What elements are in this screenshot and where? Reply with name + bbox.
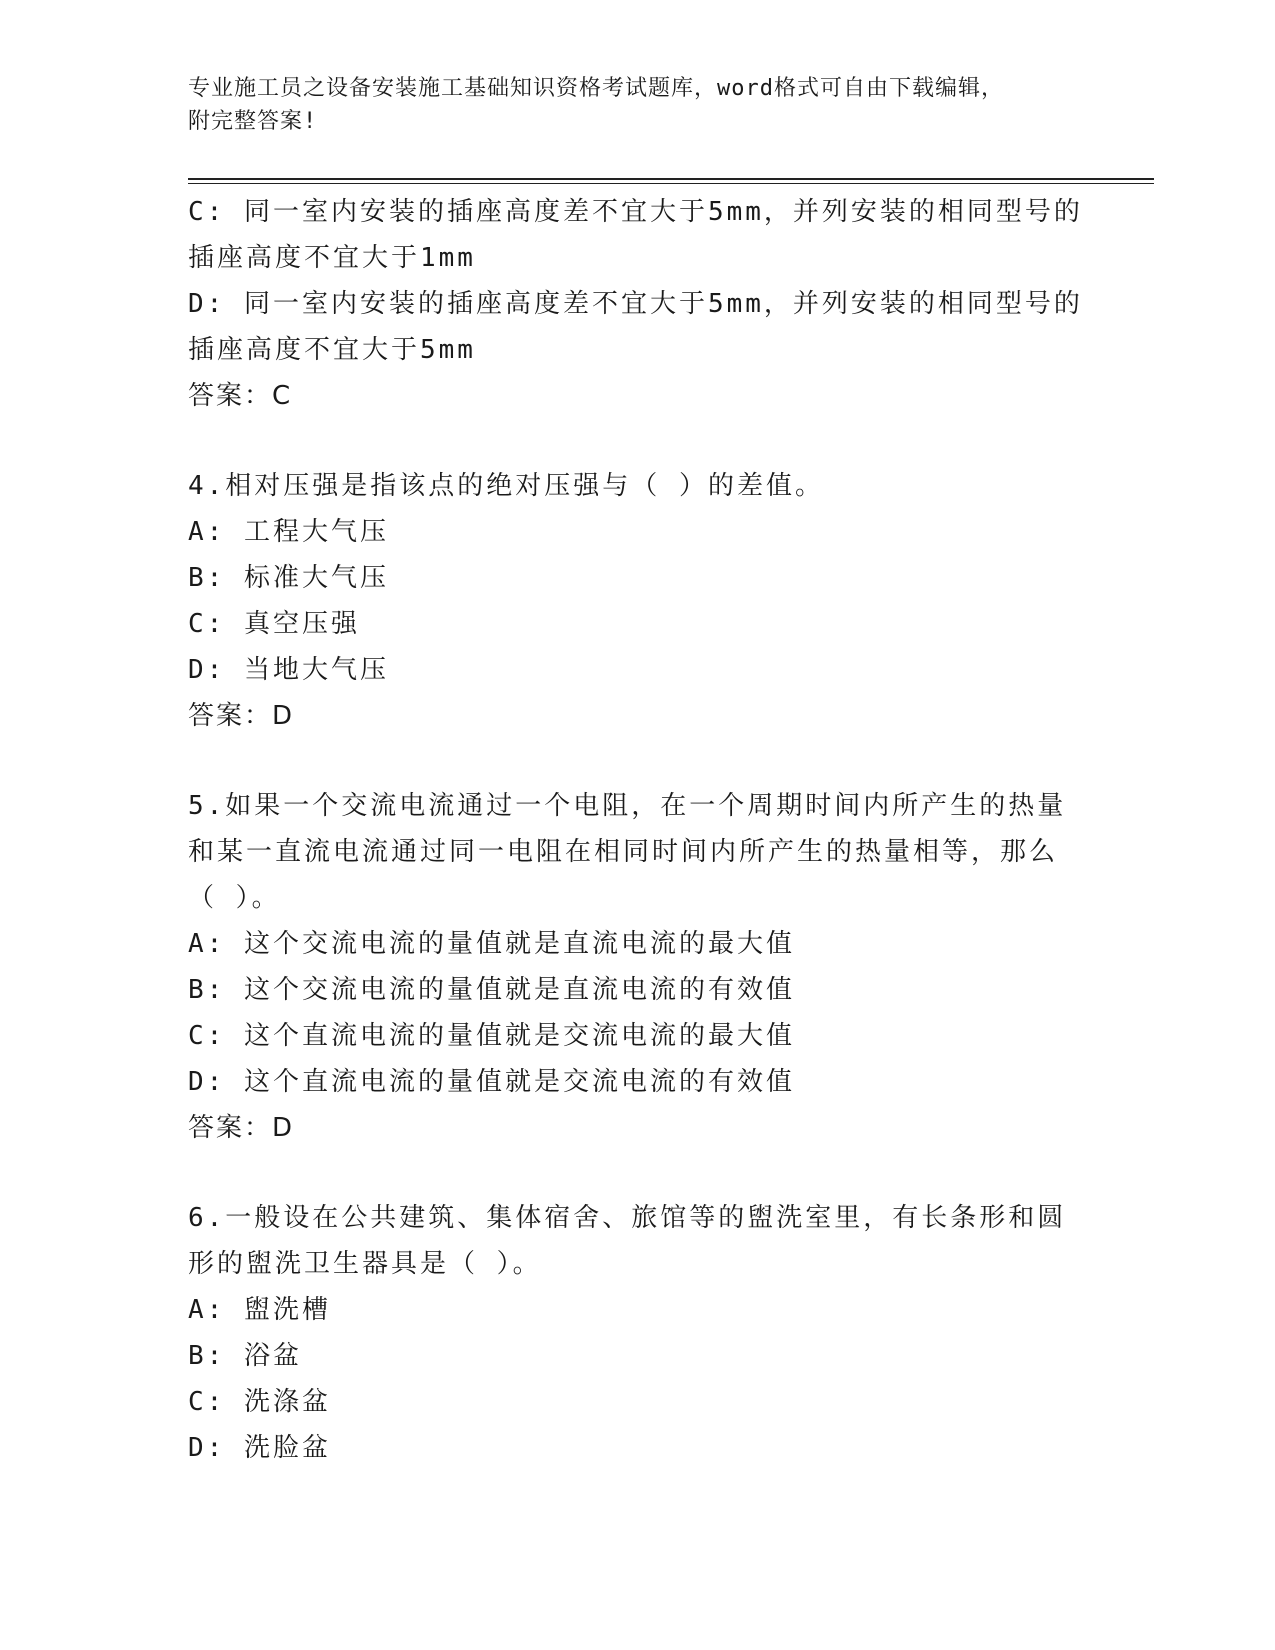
option-c: C: 洗涤盆 [188,1387,331,1417]
question-4 [188,463,1088,739]
question-3-continued [188,189,1088,419]
header-line-1: 专业施工员之设备安装施工基础知识资格考试题库，word格式可自由下载编辑， [188,76,1004,101]
answer: 答案：D [188,1113,295,1143]
header-divider-thin [188,183,1154,184]
question-stem-line-2: 形的盥洗卫生器具是（ ）。 [188,1249,542,1279]
question-stem-line-2: 和某一直流电流通过同一电阻在相同时间内所产生的热量相等，那么 [188,837,1059,867]
question-stem-line-1: 6.一般设在公共建筑、集体宿舍、旅馆等的盥洗室里，有长条形和圆 [188,1203,1067,1233]
question-5 [188,783,1088,1151]
question-6 [188,1195,1088,1471]
header-divider-thick [188,178,1154,180]
option-b: B: 标准大气压 [188,563,389,593]
question-stem-line-3: （ ）。 [188,883,281,913]
option-d-line-2: 插座高度不宜大于5mm [188,335,476,365]
question-stem-line-1: 5.如果一个交流电流通过一个电阻，在一个周期时间内所产生的热量 [188,791,1067,821]
option-c-line-1: C: 同一室内安装的插座高度差不宜大于5mm，并列安装的相同型号的 [188,197,1083,227]
option-d: D: 当地大气压 [188,655,389,685]
question-stem: 4.相对压强是指该点的绝对压强与（ ）的差值。 [188,471,824,501]
option-c-line-2: 插座高度不宜大于1mm [188,243,476,273]
option-d-line-1: D: 同一室内安装的插座高度差不宜大于5mm，并列安装的相同型号的 [188,289,1083,319]
option-a: A: 这个交流电流的量值就是直流电流的最大值 [188,929,795,959]
option-d: D: 这个直流电流的量值就是交流电流的有效值 [188,1067,795,1097]
question-list [188,189,1088,1471]
document-header [188,72,1148,138]
option-b: B: 这个交流电流的量值就是直流电流的有效值 [188,975,795,1005]
header-line-2: 附完整答案! [188,109,318,134]
question-spacer [188,1151,1088,1195]
option-d: D: 洗脸盆 [188,1433,331,1463]
option-c: C: 真空压强 [188,609,360,639]
question-spacer [188,419,1088,463]
question-spacer [188,739,1088,783]
option-b: B: 浴盆 [188,1341,302,1371]
option-c: C: 这个直流电流的量值就是交流电流的最大值 [188,1021,795,1051]
answer: 答案：C [188,381,293,411]
option-a: A: 盥洗槽 [188,1295,331,1325]
answer: 答案：D [188,701,295,731]
option-a: A: 工程大气压 [188,517,389,547]
